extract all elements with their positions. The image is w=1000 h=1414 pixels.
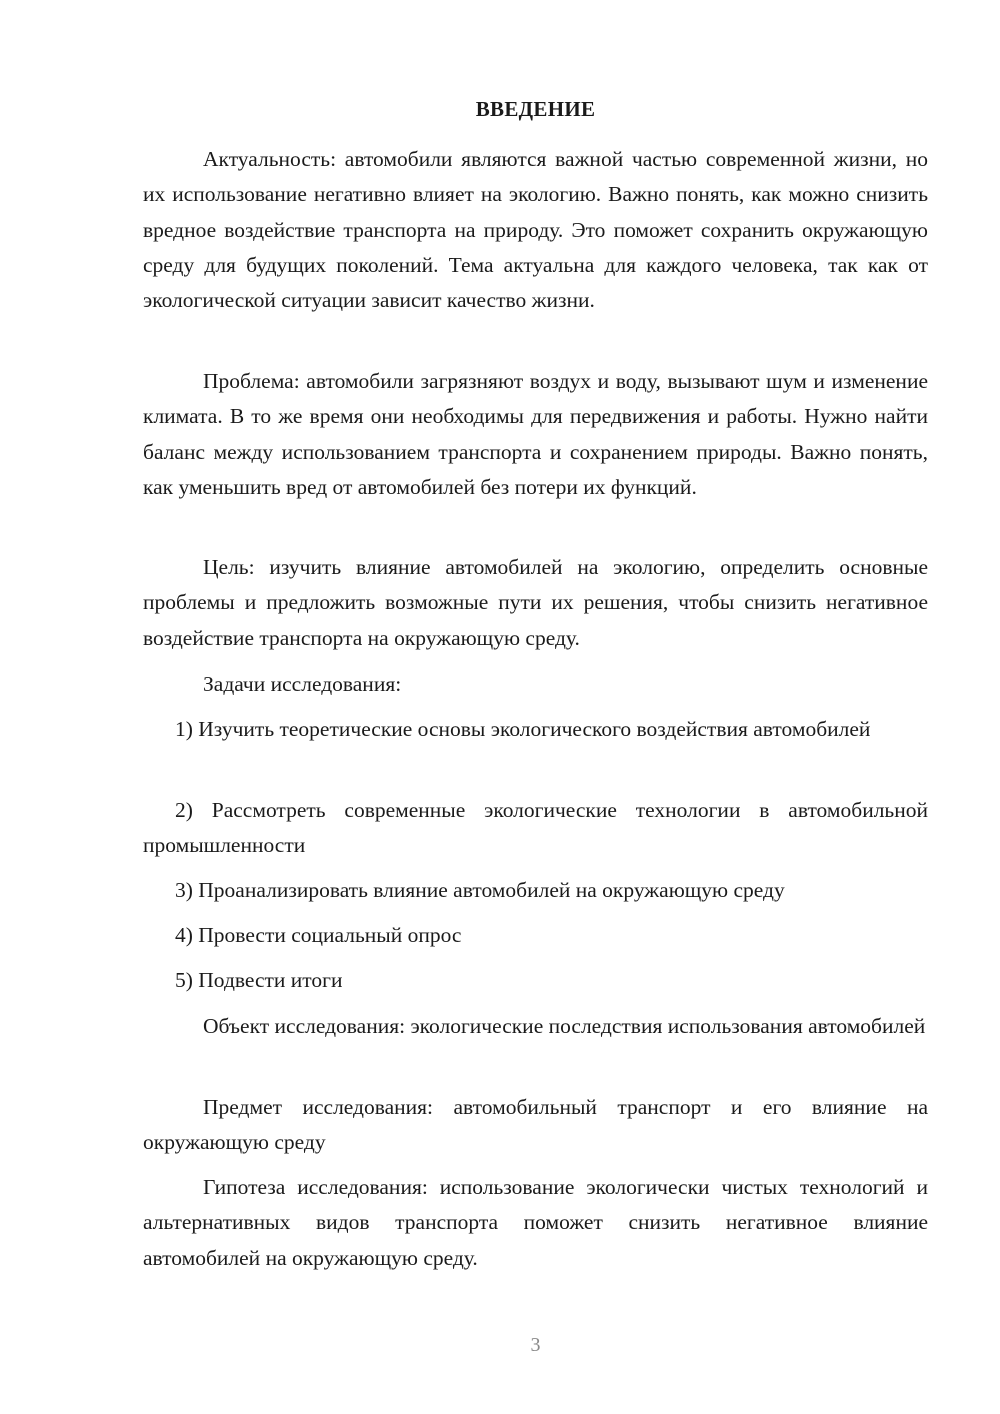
paragraph-goal: Цель: изучить влияние автомобилей на экологию, определить основные проблемы и предложить возможные пути их решения, чтобы снизить негативное воздействие транспорта на окружающую среду. (143, 555, 928, 650)
task-item-5: 5) Подвести итоги (175, 968, 343, 992)
task-item-1: 1) Изучить теоретические основы экологического воздействия автомобилей (175, 717, 871, 741)
paragraph-object: Объект исследования: экологические последствия использования автомобилей (203, 1014, 926, 1038)
task-item-2: 2) Рассмотреть современные экологические технологии в автомобильной промышленности (143, 798, 928, 858)
paragraph-tasks-heading: Задачи исследования: (203, 672, 402, 696)
paragraph-relevance: Актуальность: автомобили являются важной частью современной жизни, но их использование негативно влияет на экологию. Важно понять, как можно снизить вредное воздействие транспорта на природу. Это поможет сохранить окружающую среду для будущих поколений. Тема актуальна для каждого человека, так как от экологической ситуации зависит качество жизни. (143, 147, 928, 313)
task-item-3: 3) Проанализировать влияние автомобилей на окружающую среду (175, 878, 785, 902)
paragraph-subject: Предмет исследования: автомобильный транспорт и его влияние на окружающую среду (143, 1095, 928, 1155)
page-title: ВВЕДЕНИЕ (475, 97, 596, 121)
paragraph-problem: Проблема: автомобили загрязняют воздух и воду, вызывают шум и изменение климата. В то же время они необходимы для передвижения и работы. Нужно найти баланс между использованием транспорта и сохранением природы. Важно понять, как уменьшить вред от автомобилей без потери их функций. (143, 369, 928, 499)
task-item-4: 4) Провести социальный опрос (175, 923, 462, 947)
page-number: 3 (530, 1334, 541, 1356)
document-page (143, 0, 928, 1414)
paragraph-hypothesis: Гипотеза исследования: использование экологически чистых технологий и альтернативных видов транспорта поможет снизить негативное влияние автомобилей на окружающую среду. (143, 1175, 928, 1270)
